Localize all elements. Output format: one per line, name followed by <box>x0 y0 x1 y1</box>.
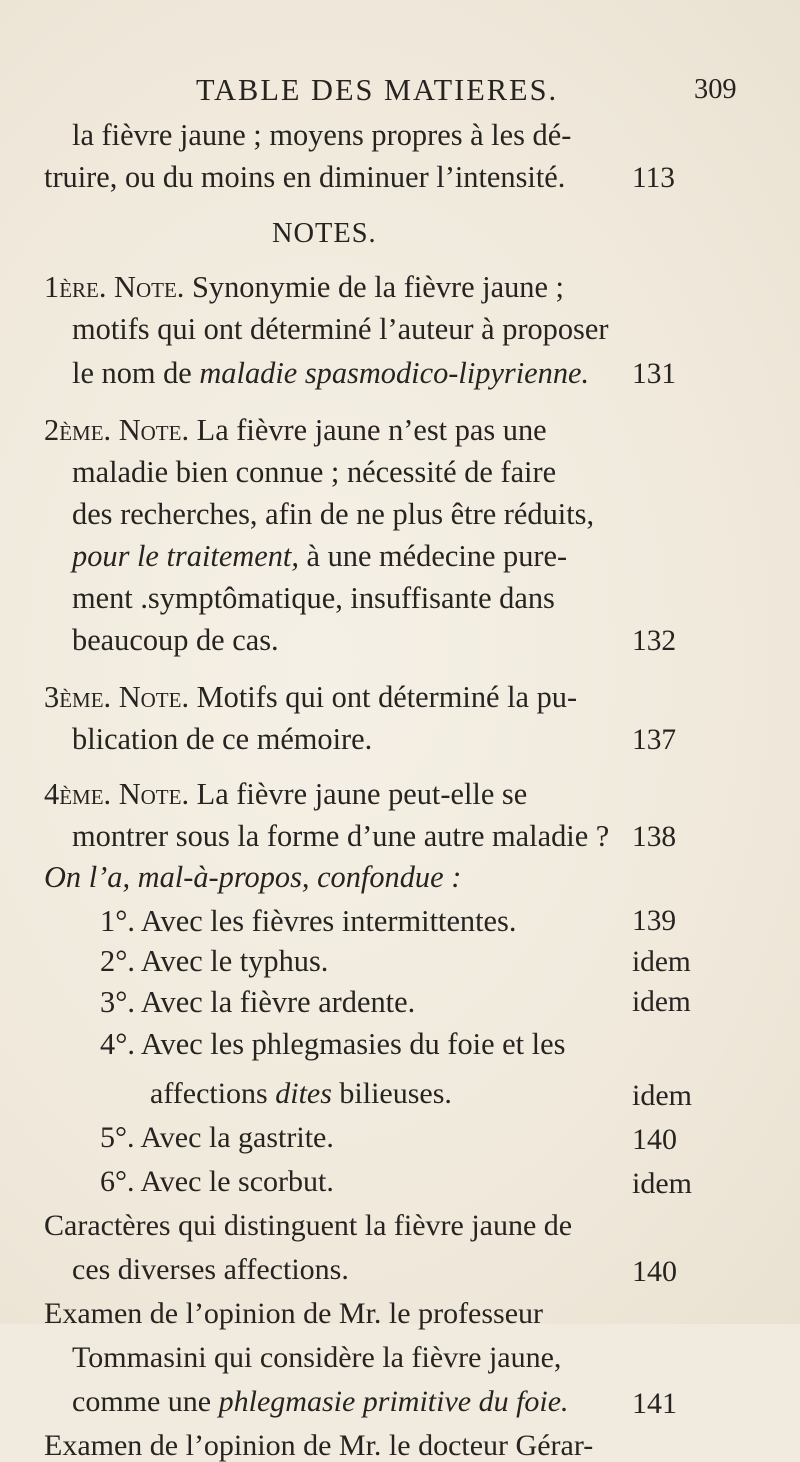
entry-page: 140 <box>632 1254 677 1288</box>
confusion-item: 2°. Avec le typhus. <box>100 944 329 979</box>
note-text: Synonymie de la fièvre jaune ; <box>191 270 564 305</box>
note-3 <box>44 680 578 715</box>
note-2 <box>44 412 547 447</box>
note-line: beaucoup de cas. <box>72 623 279 658</box>
entry-page: idem <box>632 1166 692 1200</box>
note-italic: maladie <box>199 356 298 391</box>
confusion-item <box>150 1076 452 1110</box>
note-1 <box>44 270 564 305</box>
confusion-item: 6°. Avec le scorbut. <box>100 1164 334 1198</box>
note-page: 132 <box>632 624 677 657</box>
entry-page: 141 <box>632 1386 677 1420</box>
confusion-page: idem <box>632 986 691 1019</box>
entry-page: idem <box>632 1078 692 1112</box>
examen-line: Examen de l’opinion de Mr. le docteur Gérar- <box>44 1428 594 1462</box>
italic-text: dites <box>275 1076 340 1110</box>
note-italic: pour le traitement, <box>72 539 299 574</box>
confusion-item: 1°. Avec les fièvres intermittentes. <box>100 903 517 938</box>
notes-heading: NOTES. <box>272 218 377 250</box>
note-label: 3ème. Note. <box>44 680 190 715</box>
note-text: Motifs qui ont déterminé la pu- <box>196 680 578 715</box>
note-page: 138 <box>632 820 677 853</box>
text: comme une <box>72 1384 219 1418</box>
entry-page: 113 <box>632 161 675 194</box>
confusion-item: 4°. Avec les phlegmasies du foie et les <box>100 1026 566 1061</box>
caracteres-line: Caractères qui distinguent la fièvre jaune de <box>44 1208 573 1242</box>
note-line: motifs qui ont déterminé l’auteur à proposer <box>72 312 609 347</box>
note-line: blication de ce mémoire. <box>72 722 373 757</box>
note-line: ment .symptômatique, insuffisante dans <box>72 581 555 616</box>
entry-page: 140 <box>632 1122 677 1156</box>
examen-line <box>72 1384 569 1418</box>
note-text: le nom de <box>72 356 192 391</box>
entry-line: la fièvre jaune ; moyens propres à les dé- <box>72 117 572 152</box>
confondue-intro: On l’a, mal-à-propos, confondue : <box>44 859 462 894</box>
note-label: 1ère. Note. <box>44 270 185 305</box>
note-line: des recherches, afin de ne plus être réduits, <box>72 496 595 531</box>
note-page: 137 <box>632 723 677 756</box>
note-4 <box>44 777 528 812</box>
italic-text: phlegmasie primitive du foie. <box>218 1384 569 1418</box>
examen-line: Examen de l’opinion de Mr. le professeur <box>44 1296 544 1330</box>
text: affections <box>150 1076 276 1110</box>
text: bilieuses. <box>339 1076 452 1110</box>
page-number: 309 <box>694 74 737 106</box>
confusion-page: 139 <box>632 905 677 938</box>
note-page: 131 <box>632 357 677 390</box>
note-label: 2ème. Note. <box>44 412 190 447</box>
note-text: à une médecine pure- <box>306 539 568 574</box>
confusion-page: idem <box>632 945 691 978</box>
confusion-item: 5°. Avec la gastrite. <box>100 1120 334 1154</box>
note-text: La fièvre jaune peut-elle se <box>196 777 528 812</box>
caracteres-line: ces diverses affections. <box>72 1252 349 1286</box>
confusion-item: 3°. Avec la fièvre ardente. <box>100 984 416 1019</box>
note-italic: spasmodico-lipyrienne. <box>304 356 590 391</box>
note-line: montrer sous la forme d’une autre maladie ? <box>72 819 610 854</box>
entry-line: truire, ou du moins en diminuer l’intensité. <box>44 160 566 194</box>
note-line <box>72 356 590 391</box>
examen-line: Tommasini qui considère la fièvre jaune, <box>72 1340 562 1374</box>
note-text: La fièvre jaune n’est pas une <box>196 412 547 447</box>
running-title: TABLE DES MATIERES. <box>196 72 559 107</box>
note-line: maladie bien connue ; nécessité de faire <box>72 454 557 489</box>
note-label: 4ème. Note. <box>44 777 190 812</box>
note-line <box>72 539 568 574</box>
